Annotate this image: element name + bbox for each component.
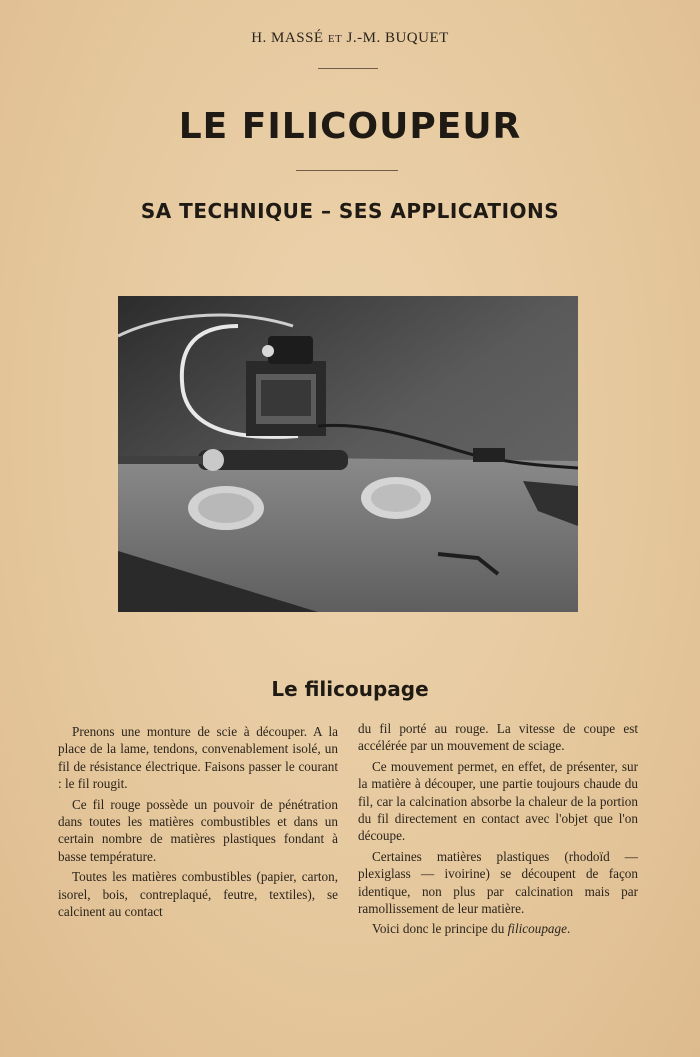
filicoupeur-photograph [118, 296, 578, 612]
author-buquet: J.-M. BUQUET [346, 30, 449, 46]
emphasis-term: filicoupage [507, 921, 567, 937]
author-masse: H. MASSÉ [251, 30, 324, 46]
paragraph: Toutes les matières combustibles (papier, carton, isorel, bois, contreplaqué, feutre, textiles), se calcinent au contact [58, 869, 338, 920]
text-column-left [58, 723, 338, 923]
authors-line [0, 30, 700, 47]
paragraph-text: Voici donc le principe du [372, 921, 508, 937]
divider-middle [296, 170, 398, 171]
paragraph-final [358, 920, 638, 937]
paragraph: du fil porté au rouge. La vitesse de coupe est accélérée par un mouvement de sciage. [358, 721, 638, 754]
paragraph-end: . [566, 921, 571, 937]
text-column-right [358, 720, 638, 941]
divider-top [318, 68, 378, 69]
page-subtitle: SA TECHNIQUE – SES APPLICATIONS [140, 199, 560, 223]
section-title: Le filicoupage [271, 677, 429, 701]
author-conjunction: ET [327, 33, 343, 45]
page-title: LE FILICOUPEUR [178, 106, 522, 147]
paragraph: Prenons une monture de scie à découper. A la place de la lame, tendons, convenablement isolé, un fil de résistance électrique. Faisons passer le courant : le fil rougit. [58, 724, 338, 792]
paragraph: Ce mouvement permet, en effet, de présenter, sur la matière à découper, une partie toujours chaude du fil, car la calcination absorbe la chaleur de la portion du fil directement en contact avec l'objet que l'on découpe. [358, 758, 638, 844]
paragraph: Certaines matières plastiques (rhodoïd — plexiglass — ivoirine) se découpent de façon identique, non plus par calcination mais par ramollissement de leur matière. [358, 848, 638, 917]
paragraph: Ce fil rouge possède un pouvoir de pénétration dans toutes les matières combustibles et dans un certain nombre de matières plastiques fondant à basse température. [58, 796, 338, 864]
